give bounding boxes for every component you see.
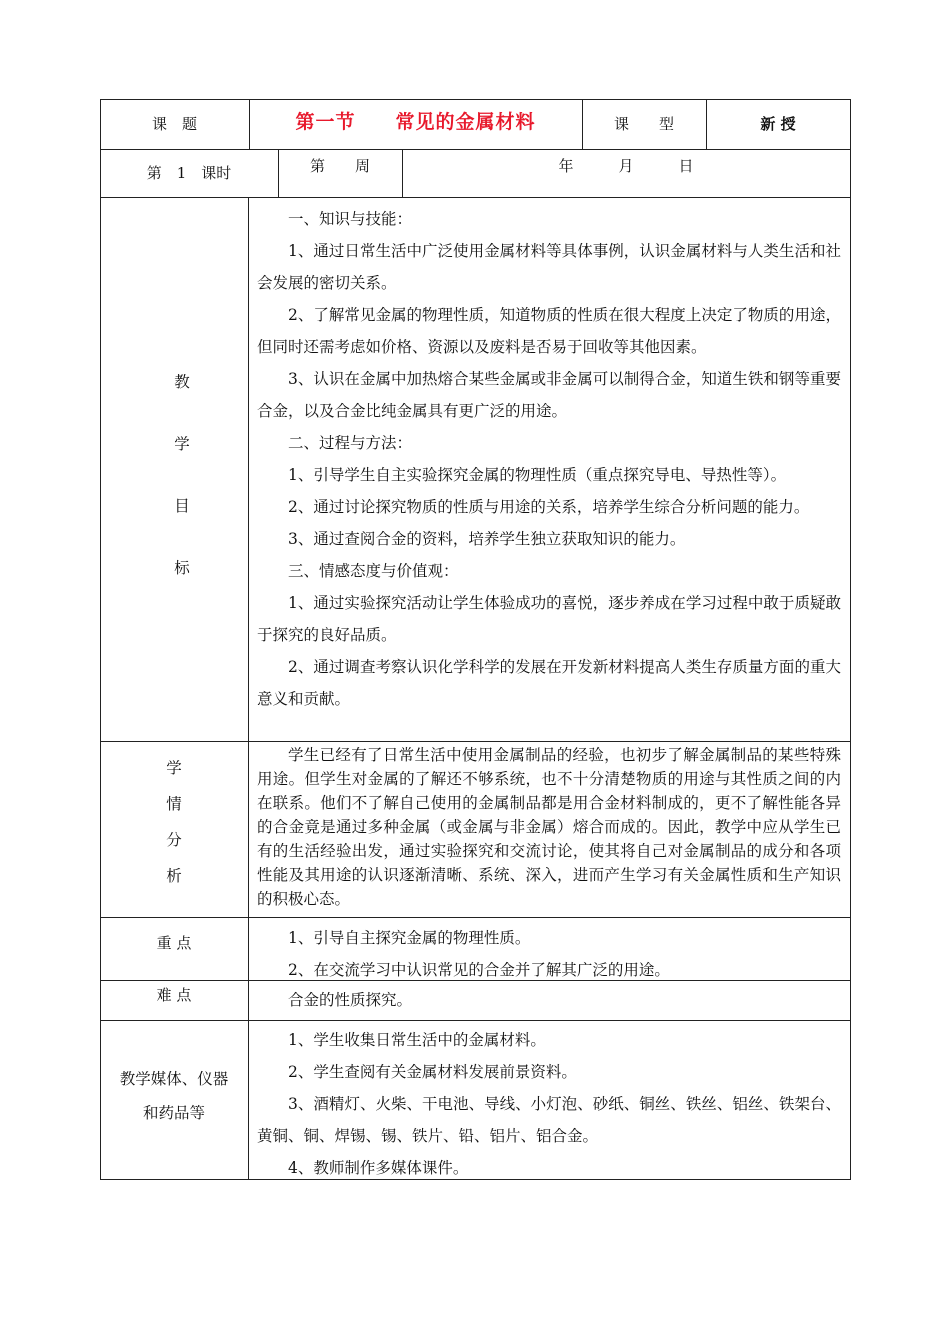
table-border-right — [850, 99, 851, 1180]
key-points-label: 重 点 — [156, 934, 192, 952]
objective-paragraph: 2、了解常见金属的物理性质，知道物质的性质在很大程度上决定了物质的用途，但同时还需考虑如价格、资源以及废料是否易于回收等其他因素。 — [257, 306, 841, 356]
column-divider — [248, 197, 249, 1180]
row-divider — [100, 917, 851, 918]
objective-paragraph: 3、认识在金属中加热熔合某些金属或非金属可以制得合金，知道生铁和钢等重要合金，以及合金比纯金属具有更广泛的用途。 — [257, 370, 841, 420]
objective-paragraph: 三、情感态度与价值观： — [288, 562, 459, 580]
key-points-content — [257, 922, 841, 986]
objective-paragraph: 1、引导学生自主实验探究金属的物理性质（重点探究导电、导热性等）。 — [288, 466, 787, 484]
objectives-label — [162, 370, 202, 618]
materials-label-line: 教学媒体、仪器 — [119, 1070, 229, 1088]
period-label: 第 1 课时 — [146, 164, 232, 182]
difficulty-text: 合金的性质探究。 — [288, 991, 413, 1009]
key-point-item: 1、引导自主探究金属的物理性质。 — [288, 929, 531, 947]
material-item: 1、学生收集日常生活中的金属材料。 — [288, 1031, 546, 1049]
material-item: 3、酒精灯、火柴、干电池、导线、小灯泡、砂纸、铜丝、铁丝、铝丝、铁架台、黄铜、铜、焊锡、锡、铁片、铅、铝片、铝合金。 — [257, 1095, 841, 1145]
materials-label-line: 和药品等 — [142, 1104, 205, 1122]
difficulty-content — [257, 984, 841, 1016]
objective-paragraph: 3、通过查阅合金的资料，培养学生独立获取知识的能力。 — [288, 530, 686, 548]
week-label: 第 周 — [309, 157, 370, 175]
type-value: 新 授 — [760, 115, 796, 133]
difficulty-label: 难 点 — [156, 986, 192, 1004]
table-border-top — [100, 99, 851, 100]
objectives-content — [257, 203, 841, 715]
objectives-label-char: 标 — [174, 559, 190, 577]
analysis-text: 学生已经有了日常生活中使用金属制品的经验，也初步了解金属制品的某些特殊用途。但学生对金属的了解还不够系统，也不十分清楚物质的用途与其性质之间的内在联系。他们不了解自己使用的金属制品都是用合金材料制成的，更不了解性能各异的合金竟是通过多种金属（或金属与非金属）熔合而成的。因此，教学中应从学生已有的生活经验出发，通过实验探究和交流讨论，使其将自己对金属制品的成分和各项性能及其用途的认识逐渐清晰、系统、深入，进而产生学习有关金属性质和生产知识的积极心态。 — [257, 746, 841, 908]
table-border-left — [100, 99, 101, 1180]
lesson-title: 第一节 常见的金属材料 — [295, 111, 536, 133]
row-divider — [100, 1020, 851, 1021]
objective-paragraph: 一、知识与技能： — [288, 210, 413, 228]
objective-paragraph: 2、通过调查考察认识化学科学的发展在开发新材料提高人类生存质量方面的重大意义和贡献。 — [257, 658, 841, 708]
materials-label — [100, 1062, 248, 1130]
material-item: 4、教师制作多媒体课件。 — [288, 1159, 469, 1177]
material-item: 2、学生查阅有关金属材料发展前景资料。 — [288, 1063, 577, 1081]
analysis-label-char: 学 — [166, 759, 182, 777]
objectives-label-char: 目 — [174, 497, 190, 515]
row-divider — [100, 741, 851, 742]
objective-paragraph: 1、通过实验探究活动让学生体验成功的喜悦，逐步养成在学习过程中敢于质疑敢于探究的良好品质。 — [257, 594, 841, 644]
objectives-label-char: 教 — [174, 373, 190, 391]
row-divider — [100, 197, 851, 198]
analysis-label-char: 分 — [166, 831, 182, 849]
analysis-label — [154, 756, 194, 900]
row-divider — [100, 149, 851, 150]
objective-paragraph: 1、通过日常生活中广泛使用金属材料等具体事例，认识金属材料与人类生活和社会发展的密切关系。 — [257, 242, 841, 292]
materials-content — [257, 1024, 841, 1184]
analysis-label-char: 情 — [166, 795, 182, 813]
objective-paragraph: 2、通过讨论探究物质的性质与用途的关系，培养学生综合分析问题的能力。 — [288, 498, 810, 516]
type-label: 课 型 — [613, 115, 674, 133]
topic-label: 课 题 — [151, 115, 197, 133]
objective-paragraph: 二、过程与方法： — [288, 434, 413, 452]
key-point-item: 2、在交流学习中认识常见的合金并了解其广泛的用途。 — [288, 961, 670, 979]
analysis-label-char: 析 — [166, 867, 182, 885]
analysis-content — [257, 743, 841, 911]
objectives-label-char: 学 — [174, 435, 190, 453]
date-label: 年 月 日 — [558, 157, 694, 175]
